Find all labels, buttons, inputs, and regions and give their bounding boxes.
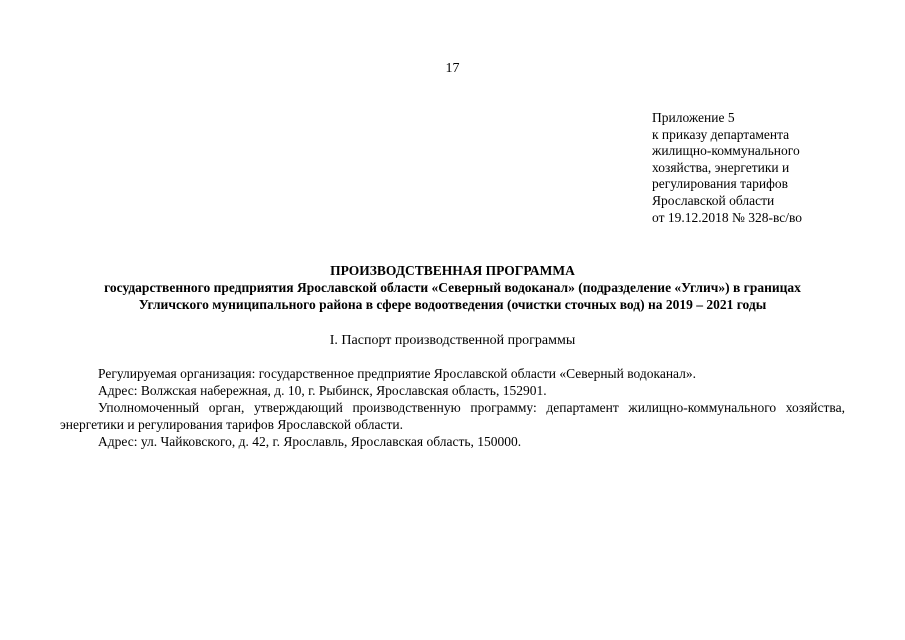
appendix-line: от 19.12.2018 № 328-вс/во [652, 209, 803, 225]
document-title [40, 262, 865, 313]
appendix-block [652, 110, 802, 226]
title-line: государственного предприятия Ярославской области «Северный водоканал» (подразделение «Углич») в границах [104, 280, 801, 295]
body-text [60, 365, 845, 450]
appendix-line: регулирования тарифов [652, 176, 789, 192]
paragraph: Уполномоченный орган, утверждающий производственную программу: департамент жилищно-коммунального хозяйства, энергетики и регулирования тарифов Ярославской области. [60, 400, 845, 432]
paragraph: Регулируемая организация: государственное предприятие Ярославской области «Северный водоканал». [98, 366, 697, 381]
appendix-line: Ярославской области [652, 192, 775, 208]
appendix-line: жилищно-коммунального [652, 143, 800, 159]
appendix-line: Приложение 5 [652, 110, 735, 125]
section-heading: I. Паспорт производственной программы [329, 333, 576, 348]
appendix-line: к приказу департамента [652, 126, 790, 142]
title-line: Угличского муниципального района в сфере водоотведения (очистки сточных вод) на 2019 – 2021 годы [138, 297, 767, 312]
page-number: 17 [445, 61, 460, 76]
paragraph: Адрес: Волжская набережная, д. 10, г. Рыбинск, Ярославская область, 152901. [98, 383, 547, 398]
appendix-line: хозяйства, энергетики и [652, 159, 790, 175]
title-heading: ПРОИЗВОДСТВЕННАЯ ПРОГРАММА [330, 263, 575, 278]
paragraph: Адрес: ул. Чайковского, д. 42, г. Ярославль, Ярославская область, 150000. [98, 434, 522, 449]
